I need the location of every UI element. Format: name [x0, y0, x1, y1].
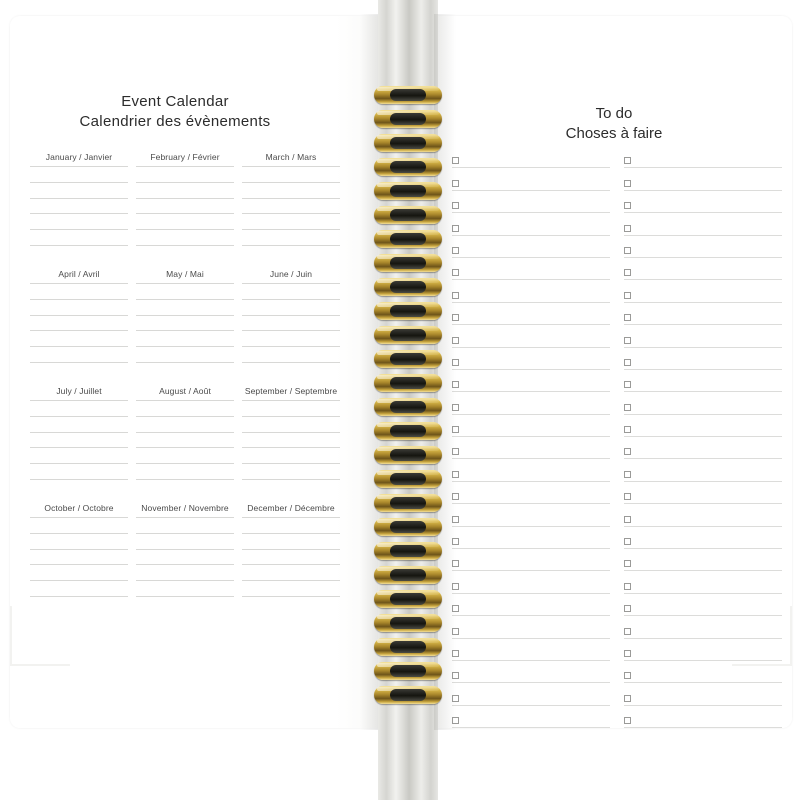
todo-row[interactable] — [624, 594, 782, 616]
spiral-coil — [374, 542, 442, 566]
month-cell-june[interactable] — [242, 267, 348, 363]
write-line[interactable] — [242, 534, 340, 550]
write-line[interactable] — [30, 283, 128, 300]
spiral-coil — [374, 158, 442, 182]
coil-highlight — [377, 423, 439, 427]
coil-ring — [374, 110, 442, 128]
todo-checkbox[interactable] — [624, 650, 631, 657]
write-line[interactable] — [30, 183, 128, 199]
spiral-coil — [374, 494, 442, 518]
write-line[interactable] — [242, 199, 340, 215]
write-line[interactable] — [242, 550, 340, 566]
month-row — [30, 501, 348, 597]
coil-highlight — [377, 87, 439, 91]
write-line[interactable] — [242, 417, 340, 433]
coil-ring — [374, 350, 442, 368]
write-line[interactable] — [30, 550, 128, 566]
write-line[interactable] — [30, 565, 128, 581]
coil-highlight — [377, 567, 439, 571]
todo-row[interactable] — [624, 415, 782, 437]
spiral-coil — [374, 302, 442, 326]
todo-row[interactable] — [624, 280, 782, 302]
todo-checkbox[interactable] — [624, 381, 631, 388]
todo-row[interactable] — [624, 504, 782, 526]
write-line[interactable] — [30, 347, 128, 363]
coil-ring — [374, 230, 442, 248]
todo-row[interactable] — [452, 639, 610, 661]
write-line[interactable] — [30, 214, 128, 230]
spiral-coil — [374, 254, 442, 278]
write-line[interactable] — [136, 550, 234, 566]
write-line[interactable] — [136, 316, 234, 332]
month-label: March / Mars — [265, 152, 317, 162]
month-write-lines[interactable] — [242, 166, 340, 246]
coil-ring — [374, 326, 442, 344]
write-line[interactable] — [136, 417, 234, 433]
month-label: May / Mai — [166, 268, 204, 279]
write-line[interactable] — [242, 400, 340, 417]
month-row — [30, 384, 348, 480]
todo-row[interactable] — [624, 706, 782, 728]
todo-row[interactable] — [624, 370, 782, 392]
coil-highlight — [377, 543, 439, 547]
todo-row[interactable] — [624, 661, 782, 683]
coil-ring — [374, 494, 442, 512]
todo-checkbox[interactable] — [624, 448, 631, 455]
todo-row[interactable] — [452, 213, 610, 235]
spiral-coil — [374, 422, 442, 446]
write-line[interactable] — [242, 230, 340, 246]
write-line[interactable] — [136, 581, 234, 597]
spiral-coil — [374, 206, 442, 230]
todo-row[interactable] — [624, 459, 782, 481]
coil-highlight — [377, 255, 439, 259]
todo-checkbox[interactable] — [624, 538, 631, 545]
month-label: December / Décembre — [247, 502, 335, 513]
todo-row[interactable] — [452, 661, 610, 683]
coil-ring — [374, 182, 442, 200]
coil-highlight — [377, 591, 439, 595]
todo-checkbox[interactable] — [624, 717, 631, 724]
write-line[interactable] — [242, 448, 340, 464]
todo-checkbox[interactable] — [624, 583, 631, 590]
todo-checkbox[interactable] — [624, 314, 631, 321]
write-line[interactable] — [30, 300, 128, 316]
month-write-lines[interactable] — [30, 400, 128, 480]
todo-row[interactable] — [624, 213, 782, 235]
spiral-coil — [374, 230, 442, 254]
coil-highlight — [377, 399, 439, 403]
coil-highlight — [377, 639, 439, 643]
todo-checkbox[interactable] — [624, 628, 631, 635]
todo-row[interactable] — [624, 437, 782, 459]
coil-highlight — [377, 303, 439, 307]
write-line[interactable] — [242, 183, 340, 199]
spiral-coil — [374, 662, 442, 686]
todo-checkbox[interactable] — [624, 516, 631, 523]
write-line[interactable] — [136, 433, 234, 449]
todo-row[interactable] — [452, 303, 610, 325]
coil-ring — [374, 254, 442, 272]
todo-row[interactable] — [452, 415, 610, 437]
write-line[interactable] — [242, 316, 340, 332]
month-label: October / Octobre — [44, 502, 114, 513]
coil-highlight — [377, 231, 439, 235]
month-write-lines[interactable] — [136, 400, 234, 480]
todo-columns — [452, 146, 782, 728]
todo-row[interactable] — [624, 236, 782, 258]
month-write-lines[interactable] — [136, 166, 234, 246]
todo-column-left — [452, 146, 610, 728]
spiral-coil — [374, 326, 442, 350]
todo-checkbox[interactable] — [624, 180, 631, 187]
todo-row[interactable] — [452, 504, 610, 526]
spiral-coil — [374, 374, 442, 398]
coil-ring — [374, 614, 442, 632]
month-write-lines[interactable] — [242, 283, 340, 363]
write-line[interactable] — [30, 230, 128, 246]
todo-checkbox[interactable] — [624, 269, 631, 276]
todo-checkbox[interactable] — [624, 560, 631, 567]
coil-ring — [374, 374, 442, 392]
write-line[interactable] — [30, 433, 128, 449]
write-line[interactable] — [136, 464, 234, 480]
coil-ring — [374, 206, 442, 224]
todo-row[interactable] — [624, 616, 782, 638]
spiral-coil — [374, 182, 442, 206]
todo-row[interactable] — [624, 325, 782, 347]
spiral-coil — [374, 446, 442, 470]
coil-highlight — [377, 375, 439, 379]
month-label: July / Juillet — [56, 385, 102, 396]
coil-ring — [374, 302, 442, 320]
spiral-coil — [374, 614, 442, 638]
write-line[interactable] — [242, 331, 340, 347]
todo-row[interactable] — [452, 168, 610, 190]
spiral-coil — [374, 470, 442, 494]
todo-row[interactable] — [624, 191, 782, 213]
write-line[interactable] — [30, 417, 128, 433]
write-line[interactable] — [136, 331, 234, 347]
write-line[interactable] — [242, 283, 340, 300]
write-line[interactable] — [30, 316, 128, 332]
todo-row[interactable] — [452, 549, 610, 571]
todo-row[interactable] — [452, 527, 610, 549]
months-grid — [30, 150, 348, 618]
coil-ring — [374, 566, 442, 584]
month-label: April / Avril — [58, 268, 100, 279]
todo-row[interactable] — [624, 639, 782, 661]
write-line[interactable] — [242, 347, 340, 363]
write-line[interactable] — [30, 581, 128, 597]
spiral-coil — [374, 518, 442, 542]
todo-row[interactable] — [452, 348, 610, 370]
month-write-lines[interactable] — [242, 400, 340, 480]
month-write-lines[interactable] — [30, 166, 128, 246]
spiral-coil — [374, 110, 442, 134]
write-line[interactable] — [242, 300, 340, 316]
coil-highlight — [377, 159, 439, 163]
todo-row[interactable] — [452, 683, 610, 705]
coil-highlight — [377, 351, 439, 355]
todo-title — [440, 104, 788, 144]
month-write-lines[interactable] — [136, 517, 234, 597]
write-line[interactable] — [242, 166, 340, 183]
spiral-coil — [374, 398, 442, 422]
write-line[interactable] — [136, 517, 234, 534]
write-line[interactable] — [136, 565, 234, 581]
write-line[interactable] — [136, 283, 234, 300]
coil-highlight — [377, 279, 439, 283]
coil-ring — [374, 590, 442, 608]
todo-row[interactable] — [624, 168, 782, 190]
month-write-lines[interactable] — [30, 283, 128, 363]
event-calendar-title — [0, 92, 350, 132]
spiral-coil — [374, 686, 442, 710]
todo-checkbox[interactable] — [624, 157, 631, 164]
todo-row[interactable] — [624, 527, 782, 549]
coil-highlight — [377, 327, 439, 331]
write-line[interactable] — [136, 448, 234, 464]
write-line[interactable] — [136, 199, 234, 215]
coil-ring — [374, 542, 442, 560]
month-row — [30, 267, 348, 363]
coil-highlight — [377, 111, 439, 115]
todo-row[interactable] — [452, 482, 610, 504]
month-label: November / Novembre — [141, 502, 229, 513]
write-line[interactable] — [136, 300, 234, 316]
write-line[interactable] — [136, 230, 234, 246]
todo-row[interactable] — [452, 571, 610, 593]
coil-ring — [374, 278, 442, 296]
month-label: June / Juin — [269, 268, 313, 279]
coil-ring — [374, 662, 442, 680]
todo-checkbox[interactable] — [624, 695, 631, 702]
todo-row[interactable] — [624, 482, 782, 504]
month-cell-september[interactable] — [242, 384, 348, 480]
todo-row[interactable] — [624, 348, 782, 370]
write-line[interactable] — [242, 214, 340, 230]
write-line[interactable] — [30, 166, 128, 183]
month-label: January / Janvier — [45, 152, 113, 162]
coil-ring — [374, 134, 442, 152]
todo-checkbox[interactable] — [624, 247, 631, 254]
month-write-lines[interactable] — [30, 517, 128, 597]
month-cell-december[interactable] — [242, 501, 348, 597]
coil-ring — [374, 422, 442, 440]
write-line[interactable] — [30, 464, 128, 480]
write-line[interactable] — [30, 534, 128, 550]
month-cell-may[interactable] — [136, 267, 242, 363]
coil-ring — [374, 686, 442, 704]
todo-row[interactable] — [624, 549, 782, 571]
coil-highlight — [377, 471, 439, 475]
coil-highlight — [377, 519, 439, 523]
write-line[interactable] — [242, 581, 340, 597]
month-write-lines[interactable] — [242, 517, 340, 597]
spiral-coil — [374, 590, 442, 614]
todo-row[interactable] — [624, 258, 782, 280]
event-calendar-title-en: Event Calendar — [121, 93, 229, 110]
write-line[interactable] — [30, 331, 128, 347]
todo-row[interactable] — [452, 146, 610, 168]
write-line[interactable] — [242, 464, 340, 480]
month-cell-january[interactable] — [30, 150, 136, 246]
spiral-coil — [374, 134, 442, 158]
todo-checkbox[interactable] — [624, 225, 631, 232]
todo-row[interactable] — [452, 392, 610, 414]
todo-column-right — [624, 146, 782, 728]
todo-checkbox[interactable] — [624, 337, 631, 344]
coil-ring — [374, 398, 442, 416]
write-line[interactable] — [242, 565, 340, 581]
todo-row[interactable] — [624, 303, 782, 325]
spiral-binding — [360, 0, 456, 800]
month-row — [30, 150, 348, 246]
todo-row[interactable] — [452, 616, 610, 638]
spiral-coil — [374, 278, 442, 302]
month-label: August / Août — [159, 385, 211, 396]
month-cell-august[interactable] — [136, 384, 242, 480]
coil-ring — [374, 470, 442, 488]
todo-title-fr: Choses à faire — [565, 125, 663, 142]
todo-checkbox[interactable] — [624, 426, 631, 433]
todo-checkbox[interactable] — [624, 404, 631, 411]
todo-checkbox[interactable] — [624, 672, 631, 679]
spiral-coil — [374, 566, 442, 590]
coil-highlight — [377, 447, 439, 451]
todo-checkbox[interactable] — [624, 292, 631, 299]
coil-highlight — [377, 663, 439, 667]
todo-row[interactable] — [624, 683, 782, 705]
write-line[interactable] — [136, 400, 234, 417]
write-line[interactable] — [30, 448, 128, 464]
spiral-coils — [374, 86, 442, 708]
spiral-coil — [374, 350, 442, 374]
todo-row[interactable] — [452, 459, 610, 481]
todo-row[interactable] — [452, 236, 610, 258]
todo-row[interactable] — [452, 280, 610, 302]
coil-highlight — [377, 615, 439, 619]
todo-row[interactable] — [452, 370, 610, 392]
event-calendar-title-fr: Calendrier des évènements — [79, 113, 271, 130]
coil-highlight — [377, 687, 439, 691]
todo-checkbox[interactable] — [624, 605, 631, 612]
coil-highlight — [377, 135, 439, 139]
month-cell-november[interactable] — [136, 501, 242, 597]
todo-checkbox[interactable] — [624, 359, 631, 366]
todo-row[interactable] — [452, 437, 610, 459]
month-cell-march[interactable] — [242, 150, 348, 246]
write-line[interactable] — [242, 517, 340, 534]
todo-row[interactable] — [452, 191, 610, 213]
coil-ring — [374, 518, 442, 536]
month-cell-october[interactable] — [30, 501, 136, 597]
spiral-coil — [374, 638, 442, 662]
write-line[interactable] — [30, 517, 128, 534]
month-label: September / Septembre — [244, 385, 338, 396]
coil-ring — [374, 86, 442, 104]
write-line[interactable] — [136, 166, 234, 183]
todo-checkbox[interactable] — [624, 202, 631, 209]
coil-highlight — [377, 183, 439, 187]
month-cell-february[interactable] — [136, 150, 242, 246]
write-line[interactable] — [136, 214, 234, 230]
todo-row[interactable] — [452, 325, 610, 347]
todo-row[interactable] — [452, 594, 610, 616]
month-label: February / Février — [150, 152, 220, 162]
todo-checkbox[interactable] — [624, 493, 631, 500]
spiral-coil — [374, 86, 442, 110]
todo-row[interactable] — [624, 146, 782, 168]
write-line[interactable] — [136, 534, 234, 550]
write-line[interactable] — [136, 347, 234, 363]
coil-ring — [374, 158, 442, 176]
month-write-lines[interactable] — [136, 283, 234, 363]
todo-row[interactable] — [624, 571, 782, 593]
todo-row[interactable] — [624, 392, 782, 414]
write-line[interactable] — [30, 400, 128, 417]
todo-row[interactable] — [452, 706, 610, 728]
todo-title-en: To do — [595, 105, 633, 122]
write-line[interactable] — [242, 433, 340, 449]
month-cell-april[interactable] — [30, 267, 136, 363]
coil-highlight — [377, 207, 439, 211]
todo-row[interactable] — [452, 258, 610, 280]
month-cell-july[interactable] — [30, 384, 136, 480]
todo-checkbox[interactable] — [624, 471, 631, 478]
write-line[interactable] — [136, 183, 234, 199]
coil-ring — [374, 446, 442, 464]
coil-highlight — [377, 495, 439, 499]
coil-ring — [374, 638, 442, 656]
write-line[interactable] — [30, 199, 128, 215]
